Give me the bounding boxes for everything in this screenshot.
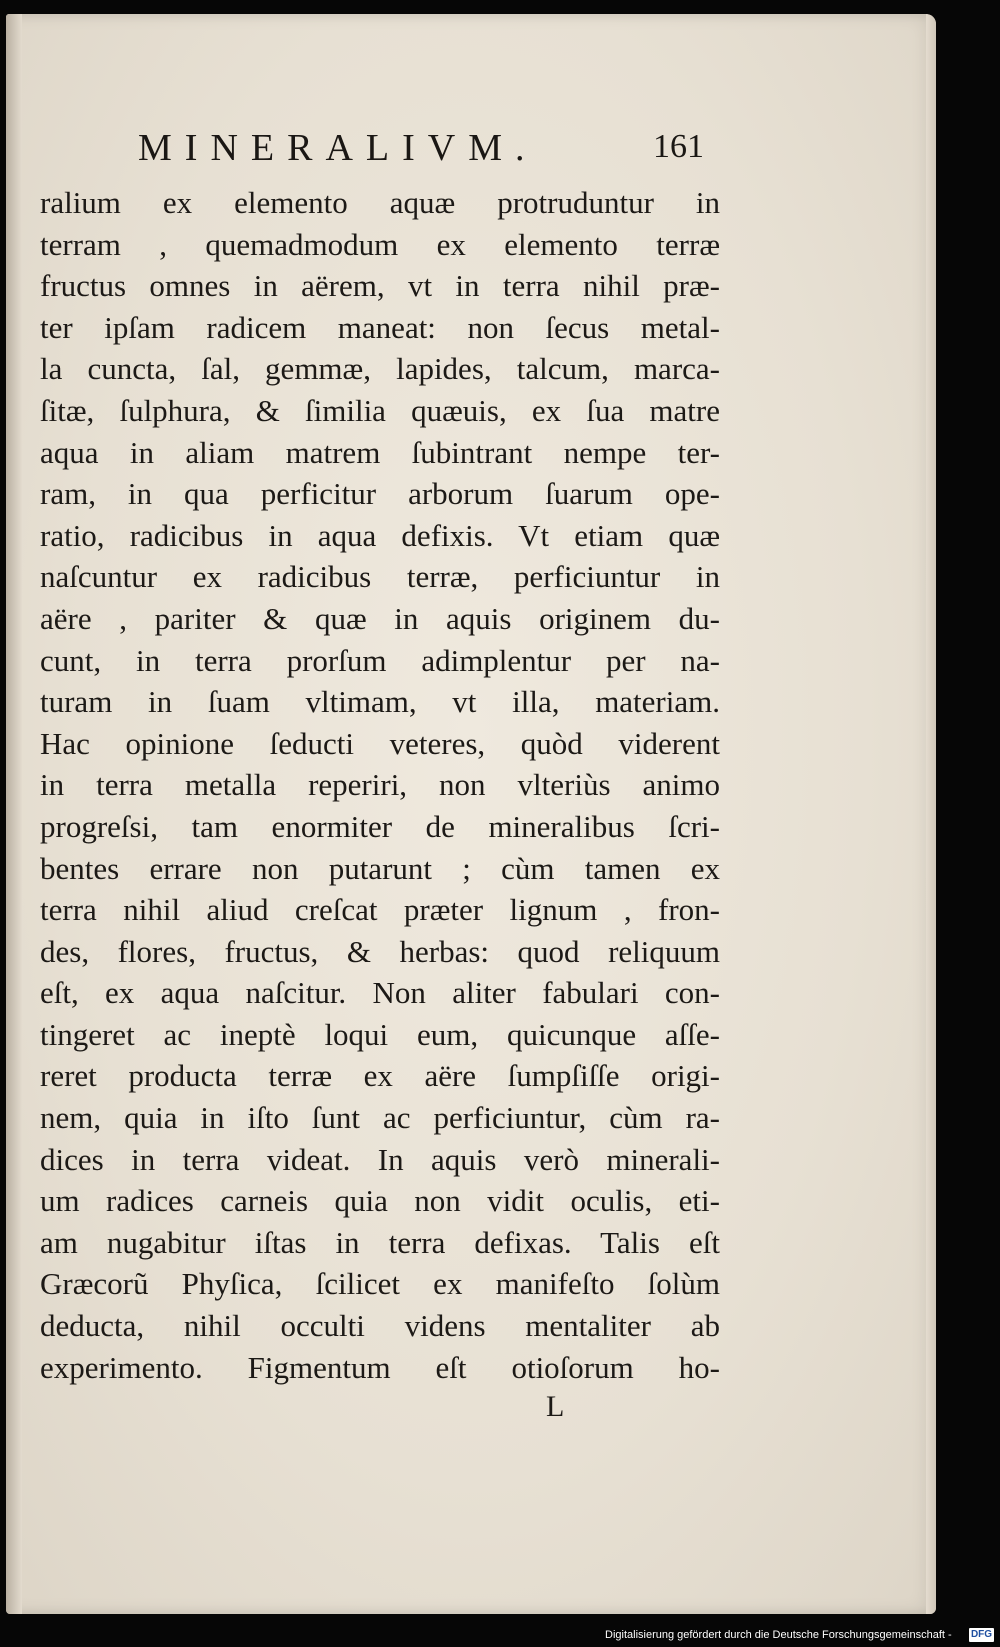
text-line: deducta, nihil occulti videns mentaliter ab [40, 1308, 720, 1344]
text-line: turam in ſuam vltimam, vt illa, materiam. [40, 684, 720, 720]
text-line: ter ipſam radicem maneat: non ſecus metal- [40, 309, 720, 345]
text-line: progreſsi, tam enormiter de mineralibus ſcri- [40, 808, 720, 844]
page-edge [926, 14, 936, 1614]
body-text [40, 182, 720, 1388]
text-line: ralium ex elemento aquæ protruduntur in [40, 185, 720, 220]
text-line: Græcorũ Phyſica, ſcilicet ex manifeſto ſolùm [40, 1266, 720, 1302]
digitization-credit: Digitalisierung gefördert durch die Deutsche Forschungsgemeinschaft - [605, 1629, 952, 1641]
page-header [138, 126, 704, 176]
running-title: MINERALIVM. [138, 127, 538, 169]
text-line: aqua in aliam matrem ſubintrant nempe ter- [40, 434, 720, 470]
text-line: dices in terra videat. In aquis verò minerali- [40, 1141, 720, 1177]
catchword: L [546, 1390, 565, 1423]
text-line: ram, in qua perficitur arborum ſuarum ope- [40, 476, 720, 512]
text-line: nem, quia in iſto ſunt ac perficiuntur, cùm ra- [40, 1100, 720, 1136]
book-page [6, 14, 936, 1614]
text-line: tingeret ac ineptè loqui eum, quicunque aſſe- [40, 1016, 720, 1052]
text-line: Hac opinione ſeducti veteres, quòd viderent [40, 725, 720, 761]
text-line: reret producta terræ ex aëre ſumpſiſſe origi- [40, 1058, 720, 1094]
text-line: terram , quemadmodum ex elemento terræ [40, 226, 720, 262]
text-line: in terra metalla reperiri, non vlteriùs animo [40, 767, 720, 803]
text-line: cunt, in terra prorſum adimplentur per na- [40, 642, 720, 678]
text-line: des, flores, fructus, & herbas: quod reliquum [40, 933, 720, 969]
text-line: aëre , pariter & quæ in aquis originem du- [40, 600, 720, 636]
text-line: fructus omnes in aërem, vt in terra nihil præ- [40, 268, 720, 304]
text-line: naſcuntur ex radicibus terræ, perficiuntur in [40, 559, 720, 595]
text-line: um radices carneis quia non vidit oculis, eti- [40, 1183, 720, 1219]
text-line: la cuncta, ſal, gemmæ, lapides, talcum, marca- [40, 351, 720, 387]
text-line: ſitæ, ſulphura, & ſimilia quæuis, ex ſua matre [40, 392, 720, 428]
text-line: experimento. Figmentum eſt otioſorum ho- [40, 1349, 720, 1385]
text-line: am nugabitur iſtas in terra defixas. Talis eſt [40, 1224, 720, 1260]
page-number: 161 [653, 128, 704, 165]
text-line: terra nihil aliud creſcat præter lignum , fron- [40, 892, 720, 928]
page-gutter [6, 14, 22, 1614]
text-line: ratio, radicibus in aqua defixis. Vt etiam quæ [40, 517, 720, 553]
text-line: bentes errare non putarunt ; cùm tamen ex [40, 850, 720, 886]
text-line: eſt, ex aqua naſcitur. Non aliter fabulari con- [40, 975, 720, 1011]
dfg-logo: DFG [970, 1629, 993, 1640]
